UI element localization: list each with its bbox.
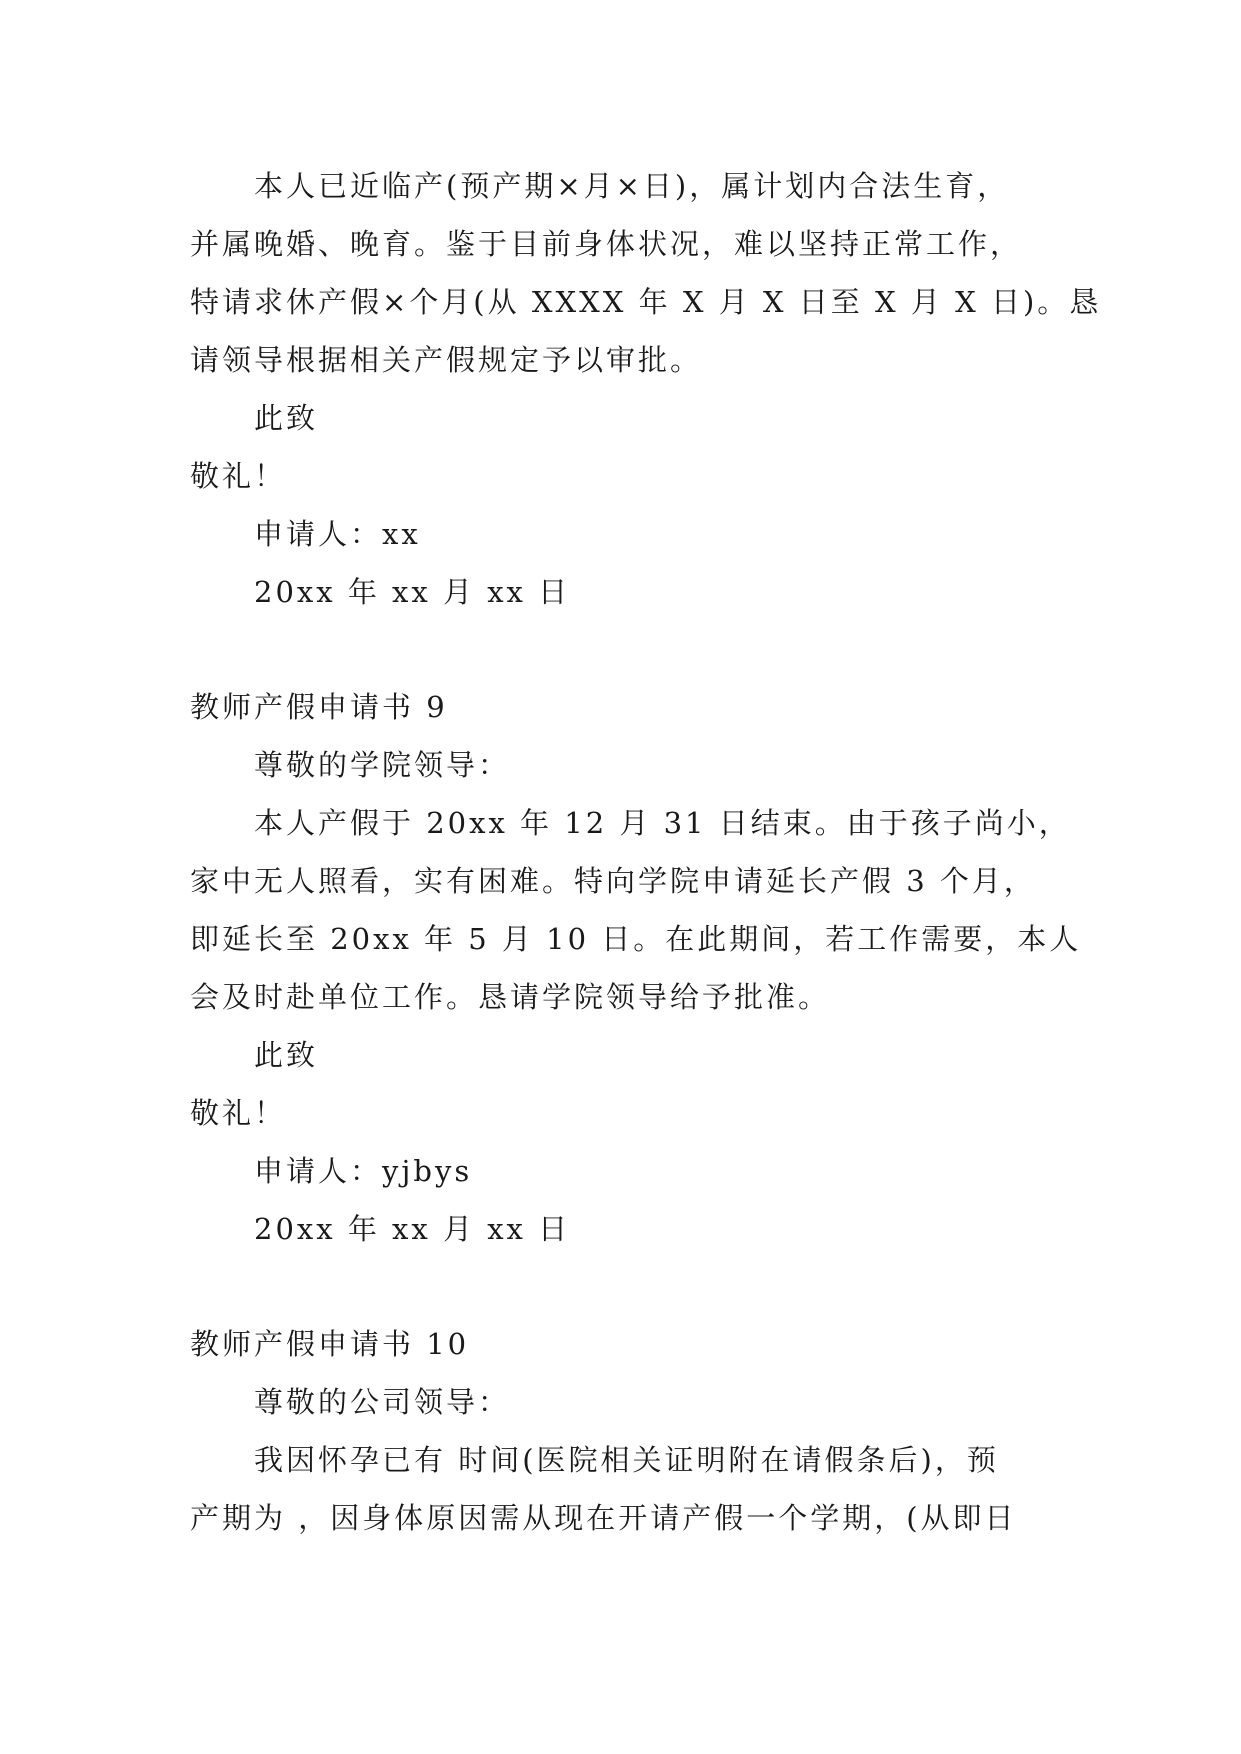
letter3-body-line-1: 我因怀孕已有 时间(医院相关证明附在请假条后)，预 — [254, 1443, 999, 1477]
letter2-salutation: 尊敬的学院领导： — [254, 748, 511, 782]
letter3-salutation: 尊敬的公司领导： — [254, 1385, 511, 1419]
letter1-body-line-3: 特请求休产假×个月(从 XXXX 年 X 月 X 日至 X 月 X 日)。恳 — [190, 285, 1102, 319]
letter3-body-line-2: 产期为 ，因身体原因需从现在开请产假一个学期，(从即日 — [190, 1501, 1017, 1535]
letter2-date: 20xx 年 xx 月 xx 日 — [254, 1212, 571, 1246]
letter2-closing-greeting: 此致 — [254, 1038, 319, 1072]
letter2-body-line-2: 家中无人照看，实有困难。特向学院申请延长产假 3 个月， — [190, 864, 1036, 898]
letter2-body-line-3: 即延长至 20xx 年 5 月 10 日。在此期间，若工作需要，本人 — [190, 922, 1082, 956]
letter2-body-line-4: 会及时赴单位工作。恳请学院领导给予批准。 — [190, 980, 831, 1014]
letter2-body-line-1: 本人产假于 20xx 年 12 月 31 日结束。由于孩子尚小， — [254, 806, 1071, 840]
letter2-applicant: 申请人：yjbys — [254, 1154, 473, 1188]
letter1-date: 20xx 年 xx 月 xx 日 — [254, 575, 571, 609]
letter1-closing-greeting: 此致 — [254, 401, 319, 435]
letter2-closing-salute: 敬礼！ — [190, 1096, 287, 1130]
letter3-title: 教师产假申请书 10 — [190, 1327, 470, 1361]
letter1-body-line-2: 并属晚婚、晚育。鉴于目前身体状况，难以坚持正常工作， — [190, 227, 1023, 261]
letter1-closing-salute: 敬礼！ — [190, 459, 287, 493]
letter1-body-line-4: 请领导根据相关产假规定予以审批。 — [190, 343, 703, 377]
letter1-applicant: 申请人：xx — [254, 517, 421, 551]
letter1-body-line-1: 本人已近临产(预产期×月×日)，属计划内合法生育， — [254, 169, 1010, 203]
letter2-title: 教师产假申请书 9 — [190, 690, 448, 724]
